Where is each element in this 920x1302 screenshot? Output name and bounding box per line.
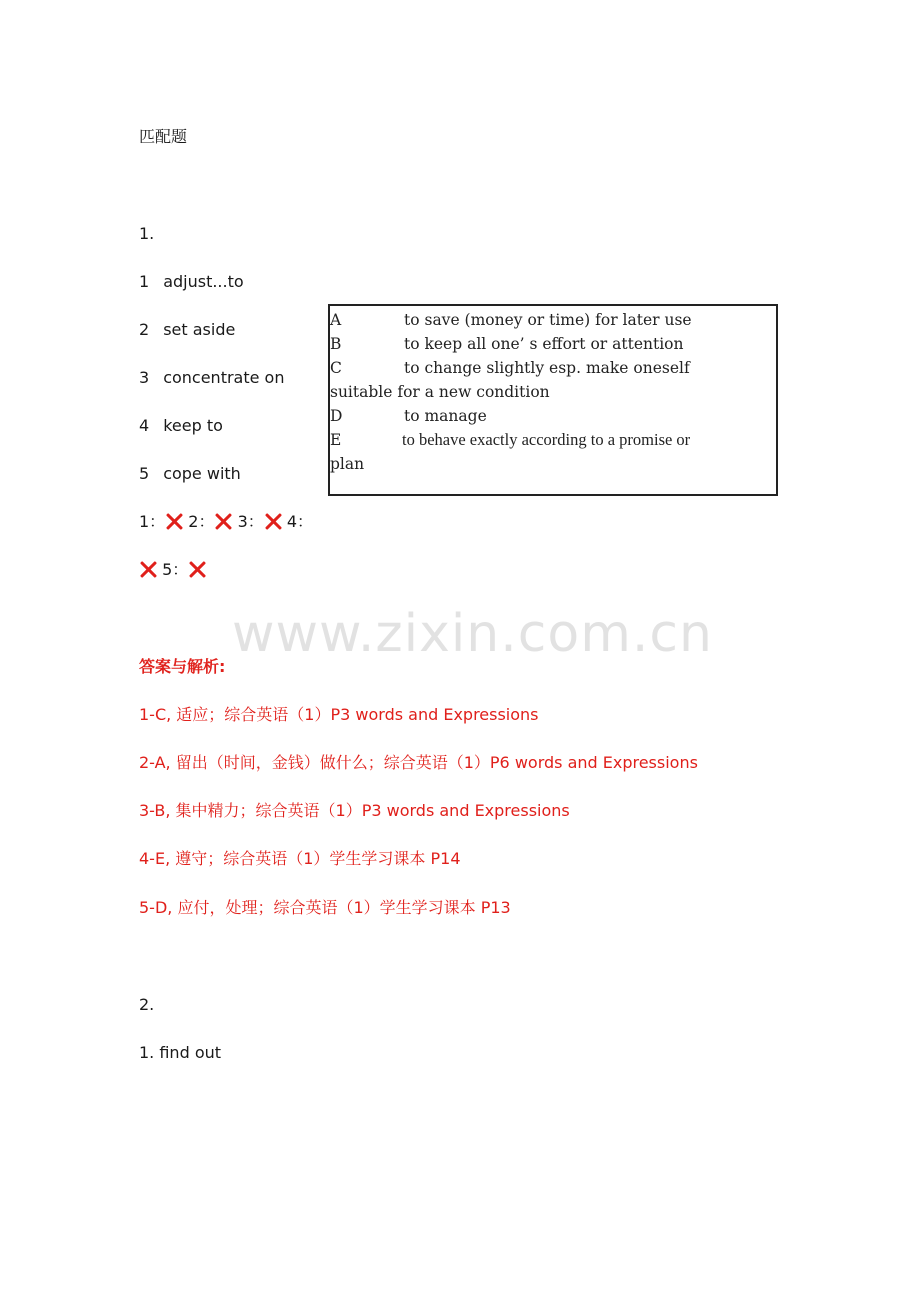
option-text: to save (money or time) for later use <box>404 311 692 329</box>
cross-mark-icon <box>165 512 183 530</box>
definition-line <box>330 428 690 452</box>
term-text: adjust...to <box>163 272 244 291</box>
list-item <box>139 271 244 293</box>
definition-line <box>330 404 487 428</box>
answer-slot-label: 2： <box>188 512 215 531</box>
page-title: 匹配题 <box>139 127 188 146</box>
definition-line <box>330 332 683 356</box>
option-text: to behave exactly according to a promise or <box>402 430 691 449</box>
term-text: cope with <box>163 464 241 483</box>
option-text: plan <box>330 455 365 473</box>
option-text: to keep all one’ s effort or attention <box>404 335 684 353</box>
option-letter: E <box>330 431 342 449</box>
term-number: 3 <box>139 368 150 387</box>
answer-slot-label: 5： <box>162 560 189 579</box>
option-text: to manage <box>404 407 487 425</box>
question-1-number: 1. <box>139 224 155 243</box>
list-item <box>139 415 223 437</box>
term-number: 2 <box>139 320 150 339</box>
term-number: 5 <box>139 464 150 483</box>
option-text: to change slightly esp. make oneself <box>404 359 690 377</box>
definitions-box <box>328 304 778 496</box>
answer-slot-label: 3： <box>237 512 264 531</box>
answer-slot-label: 4： <box>286 512 314 531</box>
definition-line <box>330 380 550 404</box>
option-letter: D <box>330 407 343 425</box>
analysis-heading: 答案与解析: <box>139 657 226 676</box>
term-text: keep to <box>163 416 223 435</box>
analysis-line: 1-C, 适应；综合英语（1）P3 words and Expressions <box>139 705 539 724</box>
option-letter: B <box>330 335 342 353</box>
question-2-number: 2. <box>139 995 155 1014</box>
analysis-line: 3-B, 集中精力；综合英语（1）P3 words and Expressions <box>139 801 570 820</box>
list-item <box>139 463 241 485</box>
term-text: concentrate on <box>163 368 285 387</box>
option-text: suitable for a new condition <box>330 383 550 401</box>
answer-row-1 <box>139 511 313 533</box>
analysis-line: 5-D, 应付，处理；综合英语（1）学生学习课本 P13 <box>139 898 511 917</box>
cross-mark-icon <box>139 560 157 578</box>
list-item <box>139 367 284 389</box>
option-letter: A <box>330 311 342 329</box>
term-number: 4 <box>139 416 150 435</box>
definition-line <box>330 308 692 332</box>
watermark: www.zixin.com.cn <box>232 604 713 664</box>
answer-row-2 <box>139 559 206 581</box>
option-letter: C <box>330 359 342 377</box>
cross-mark-icon <box>214 512 232 530</box>
analysis-line: 2-A, 留出（时间，金钱）做什么；综合英语（1）P6 words and Expressions <box>139 753 698 772</box>
list-item <box>139 319 235 341</box>
definition-line <box>330 356 690 380</box>
question-2-first-item: 1. find out <box>139 1043 222 1062</box>
cross-mark-icon <box>264 512 282 530</box>
answer-slot-label: 1： <box>139 512 166 531</box>
term-text: set aside <box>163 320 236 339</box>
analysis-line: 4-E, 遵守；综合英语（1）学生学习课本 P14 <box>139 849 461 868</box>
cross-mark-icon <box>188 560 206 578</box>
definition-line <box>330 452 364 476</box>
term-number: 1 <box>139 272 150 291</box>
